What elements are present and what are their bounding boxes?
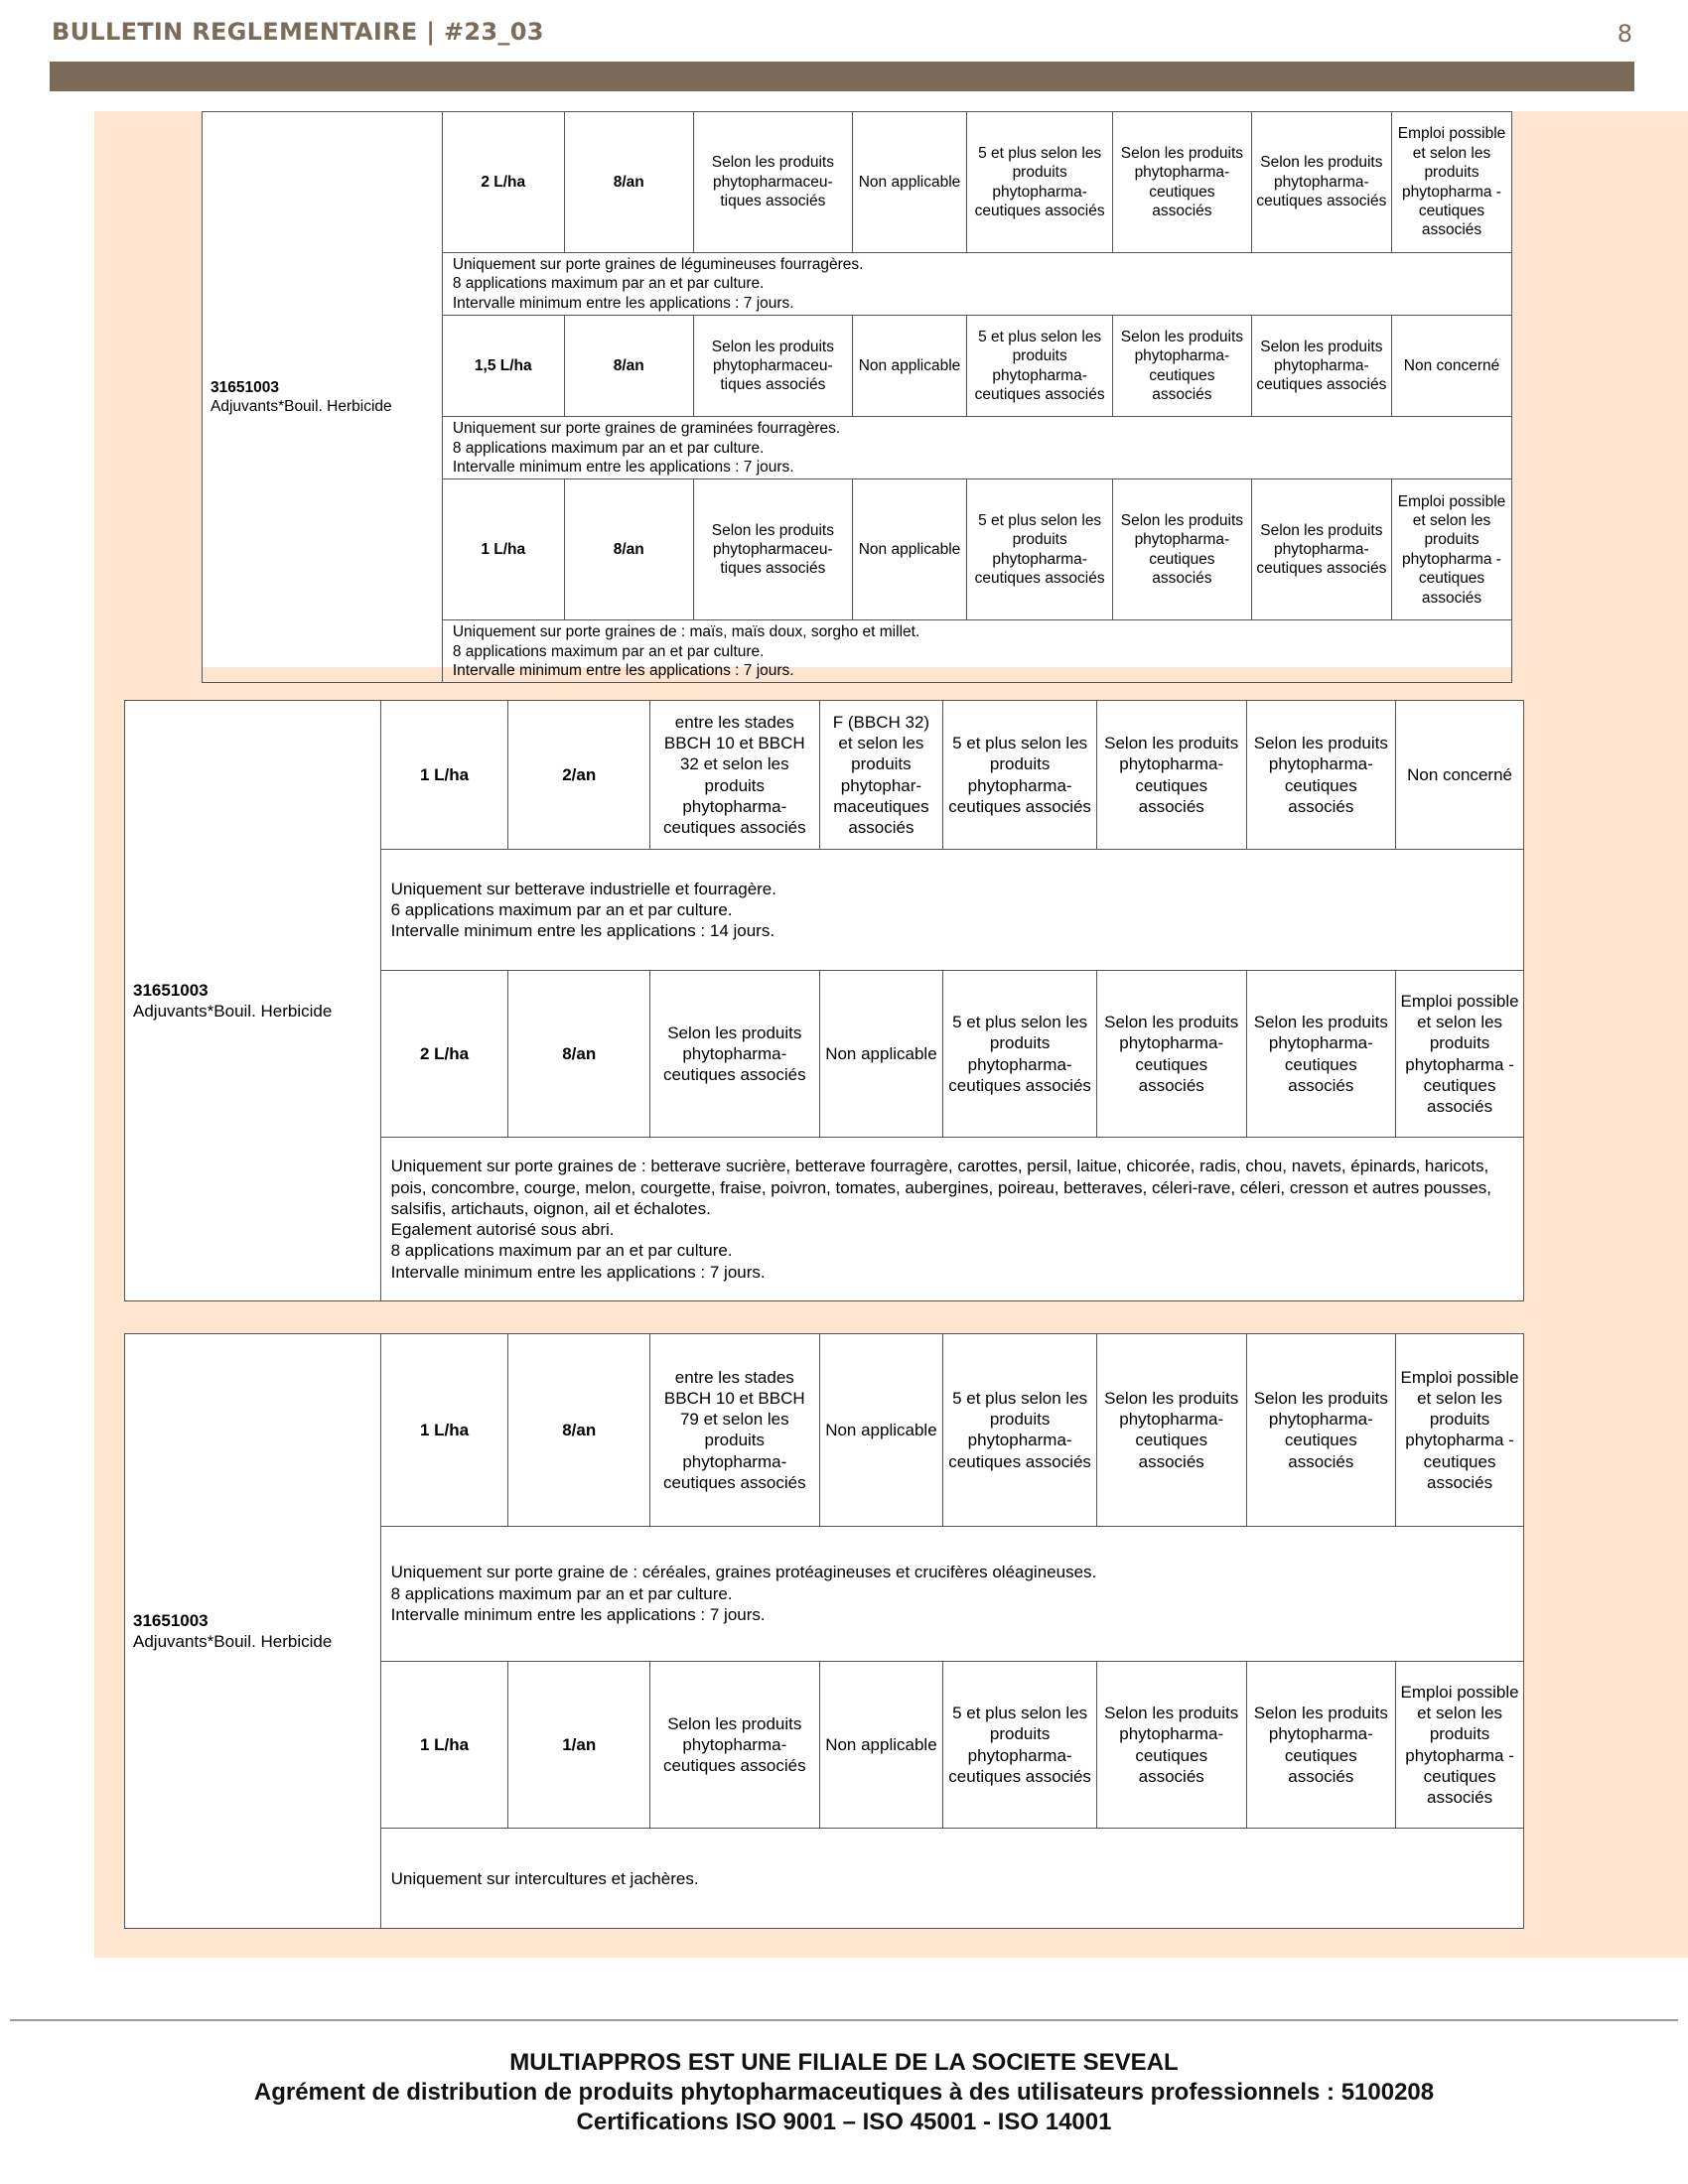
note-line: Uniquement sur porte graines de graminées fourragères.: [452, 420, 841, 438]
mixture-cell: Emploi possible et selon les produits phytopharma -ceutiques associés: [1392, 479, 1512, 620]
dar-cell: Non applicable: [819, 1334, 943, 1527]
dar-cell: Non applicable: [852, 479, 966, 620]
delay-cell: Selon les produits phytopharma-ceutiques associés: [1096, 1661, 1246, 1829]
dar-cell: Non applicable: [819, 1661, 943, 1829]
stage-cell: Selon les produits phytopharma-ceutiques associés: [650, 1661, 819, 1829]
note-line: 8 applications maximum par an et par culture.: [390, 1583, 733, 1603]
stage-cell: entre les stades BBCH 10 et BBCH 32 et selon les produits phytopharma-ceutiques associés: [650, 701, 819, 850]
epi-cell: Selon les produits phytopharma-ceutiques associés: [1246, 1661, 1396, 1829]
mixture-cell: Emploi possible et selon les produits phytopharma -ceutiques associés: [1396, 971, 1524, 1138]
note-line: Uniquement sur betterave industrielle et fourragère.: [390, 879, 776, 898]
note-line: Intervalle minimum entre les applications : 7 jours.: [390, 1604, 766, 1624]
epi-cell: Selon les produits phytopharma-ceutiques associés: [1246, 971, 1396, 1138]
note-line: 8 applications maximum par an et par culture.: [390, 1241, 733, 1261]
footer-divider: [10, 2019, 1678, 2021]
dose-cell: 2 L/ha: [380, 971, 508, 1138]
note-line: Uniquement sur porte graines de : betterave sucrière, betterave fourragère, carottes, persil, laitue, chicorée, radis, chou, navets, épinards, haricots, pois, concombre, courge, melon, courgette, fraise, poivron, tomates, aubergines, poireau, betteraves, céleri-rave, céleri, cresson et autres pousses, salsifis, artichauts, oignon, ail et échalotes.: [390, 1157, 1492, 1218]
note-line: Intervalle minimum entre les applications : 7 jours.: [452, 662, 794, 679]
header-bar: [50, 62, 1634, 91]
product-cell: [125, 1334, 381, 1929]
note-line: Uniquement sur intercultures et jachères.: [390, 1868, 699, 1888]
frequency-cell: 1/an: [508, 1661, 650, 1829]
note-line: 8 applications maximum par an et par culture.: [452, 439, 765, 457]
product-cell: [125, 701, 381, 1301]
stage-cell: Selon les produits phytopharmaceu-tiques associés: [693, 479, 852, 620]
epi-cell: Selon les produits phytopharma-ceutiques associés: [1251, 316, 1391, 417]
dar-cell: Non applicable: [852, 112, 966, 253]
mixture-cell: Emploi possible et selon les produits phytopharma -ceutiques associés: [1396, 1661, 1524, 1829]
note-line: 8 applications maximum par an et par culture.: [452, 642, 765, 660]
product-cell: [203, 112, 443, 683]
epi-cell: Selon les produits phytopharma-ceutiques associés: [1251, 479, 1391, 620]
note-line: Egalement autorisé sous abri.: [390, 1220, 615, 1239]
note-line: Uniquement sur porte graines de : maïs, maïs doux, sorgho et millet.: [452, 623, 920, 641]
mixture-cell: Emploi possible et selon les produits phytopharma -ceutiques associés: [1392, 112, 1512, 253]
note-cell: [442, 620, 1511, 683]
footer-certifications: Certifications ISO 9001 – ISO 45001 - ISO 14001: [576, 2109, 1112, 2135]
frequency-cell: 8/an: [508, 1334, 650, 1527]
znt-cell: 5 et plus selon les produits phytopharma-ceutiques associés: [967, 479, 1113, 620]
note-cell: [380, 1138, 1523, 1301]
stage-cell: Selon les produits phytopharma-ceutiques associés: [650, 971, 819, 1138]
table-row: [203, 112, 1512, 253]
usage-table: [124, 1333, 1524, 1929]
note-line: Intervalle minimum entre les applications : 7 jours.: [452, 458, 794, 476]
epi-cell: Selon les produits phytopharma-ceutiques associés: [1246, 1334, 1396, 1527]
note-cell: [380, 1526, 1523, 1661]
footer-agreement: Agrément de distribution de produits phytopharmaceutiques à des utilisateurs professionnels : 5100208: [253, 2079, 1435, 2106]
epi-cell: Selon les produits phytopharma-ceutiques associés: [1246, 701, 1396, 850]
page-number: 8: [1617, 20, 1632, 48]
frequency-cell: 8/an: [564, 316, 693, 417]
frequency-cell: 8/an: [508, 971, 650, 1138]
note-line: 8 applications maximum par an et par culture.: [452, 275, 765, 293]
table-row: [125, 1334, 1524, 1527]
dose-cell: 1 L/ha: [380, 1661, 508, 1829]
regulation-table-3: [124, 1333, 1524, 1929]
regulation-table-1: [202, 111, 1512, 679]
dose-cell: 1 L/ha: [442, 479, 564, 620]
product-name: Adjuvants*Bouil. Herbicide: [211, 398, 392, 416]
table-row: [125, 701, 1524, 850]
product-name: Adjuvants*Bouil. Herbicide: [133, 1002, 333, 1021]
dose-cell: 1 L/ha: [380, 1334, 508, 1527]
dose-cell: 2 L/ha: [442, 112, 564, 253]
dose-cell: 1,5 L/ha: [442, 316, 564, 417]
znt-cell: 5 et plus selon les produits phytopharma-ceutiques associés: [943, 701, 1097, 850]
mixture-cell: Emploi possible et selon les produits phytopharma -ceutiques associés: [1396, 1334, 1524, 1527]
note-cell: [442, 253, 1511, 316]
znt-cell: 5 et plus selon les produits phytopharma-ceutiques associés: [967, 112, 1113, 253]
dose-cell: 1 L/ha: [380, 701, 508, 850]
mixture-cell: Non concerné: [1396, 701, 1524, 850]
dar-cell: Non applicable: [852, 316, 966, 417]
frequency-cell: 8/an: [564, 479, 693, 620]
product-code: 31651003: [133, 980, 209, 1000]
note-line: Uniquement sur porte graine de : céréales, graines protéagineuses et crucifères oléagineuses.: [390, 1563, 1097, 1582]
delay-cell: Selon les produits phytopharma-ceutiques associés: [1096, 971, 1246, 1138]
dar-cell: Non applicable: [819, 971, 943, 1138]
frequency-cell: 8/an: [564, 112, 693, 253]
note-line: Intervalle minimum entre les applications : 7 jours.: [390, 1262, 766, 1282]
product-code: 31651003: [133, 1610, 209, 1630]
znt-cell: 5 et plus selon les produits phytopharma-ceutiques associés: [967, 316, 1113, 417]
note-line: 6 applications maximum par an et par culture.: [390, 899, 733, 919]
note-cell: [442, 417, 1511, 479]
note-cell: [380, 1829, 1523, 1929]
regulation-table-2: [124, 700, 1524, 1300]
delay-cell: Selon les produits phytopharma-ceutiques associés: [1113, 316, 1252, 417]
usage-table: [202, 111, 1512, 683]
note-line: Uniquement sur porte graines de légumineuses fourragères.: [452, 256, 864, 273]
frequency-cell: 2/an: [508, 701, 650, 850]
delay-cell: Selon les produits phytopharma-ceutiques associés: [1096, 1334, 1246, 1527]
note-line: Intervalle minimum entre les applications : 7 jours.: [452, 294, 794, 312]
dar-cell: F (BBCH 32) et selon les produits phytophar-maceutiques associés: [819, 701, 943, 850]
usage-table: [124, 700, 1524, 1301]
delay-cell: Selon les produits phytopharma-ceutiques associés: [1113, 479, 1252, 620]
footer-company: MULTIAPPROS EST UNE FILIALE DE LA SOCIETE SEVEAL: [509, 2049, 1179, 2076]
znt-cell: 5 et plus selon les produits phytopharma-ceutiques associés: [943, 1334, 1097, 1527]
mixture-cell: Non concerné: [1392, 316, 1512, 417]
product-code: 31651003: [211, 378, 279, 396]
epi-cell: Selon les produits phytopharma-ceutiques associés: [1251, 112, 1391, 253]
znt-cell: 5 et plus selon les produits phytopharma-ceutiques associés: [943, 971, 1097, 1138]
stage-cell: Selon les produits phytopharmaceu-tiques associés: [693, 112, 852, 253]
stage-cell: Selon les produits phytopharmaceu-tiques associés: [693, 316, 852, 417]
footer: [0, 2048, 1688, 2137]
product-name: Adjuvants*Bouil. Herbicide: [133, 1632, 333, 1651]
bulletin-title: BULLETIN REGLEMENTAIRE | #23_03: [52, 18, 544, 46]
delay-cell: Selon les produits phytopharma-ceutiques associés: [1113, 112, 1252, 253]
note-line: Intervalle minimum entre les applications : 14 jours.: [390, 921, 775, 941]
znt-cell: 5 et plus selon les produits phytopharma-ceutiques associés: [943, 1661, 1097, 1829]
note-cell: [380, 850, 1523, 971]
stage-cell: entre les stades BBCH 10 et BBCH 79 et selon les produits phytopharma-ceutiques associés: [650, 1334, 819, 1527]
delay-cell: Selon les produits phytopharma-ceutiques associés: [1096, 701, 1246, 850]
